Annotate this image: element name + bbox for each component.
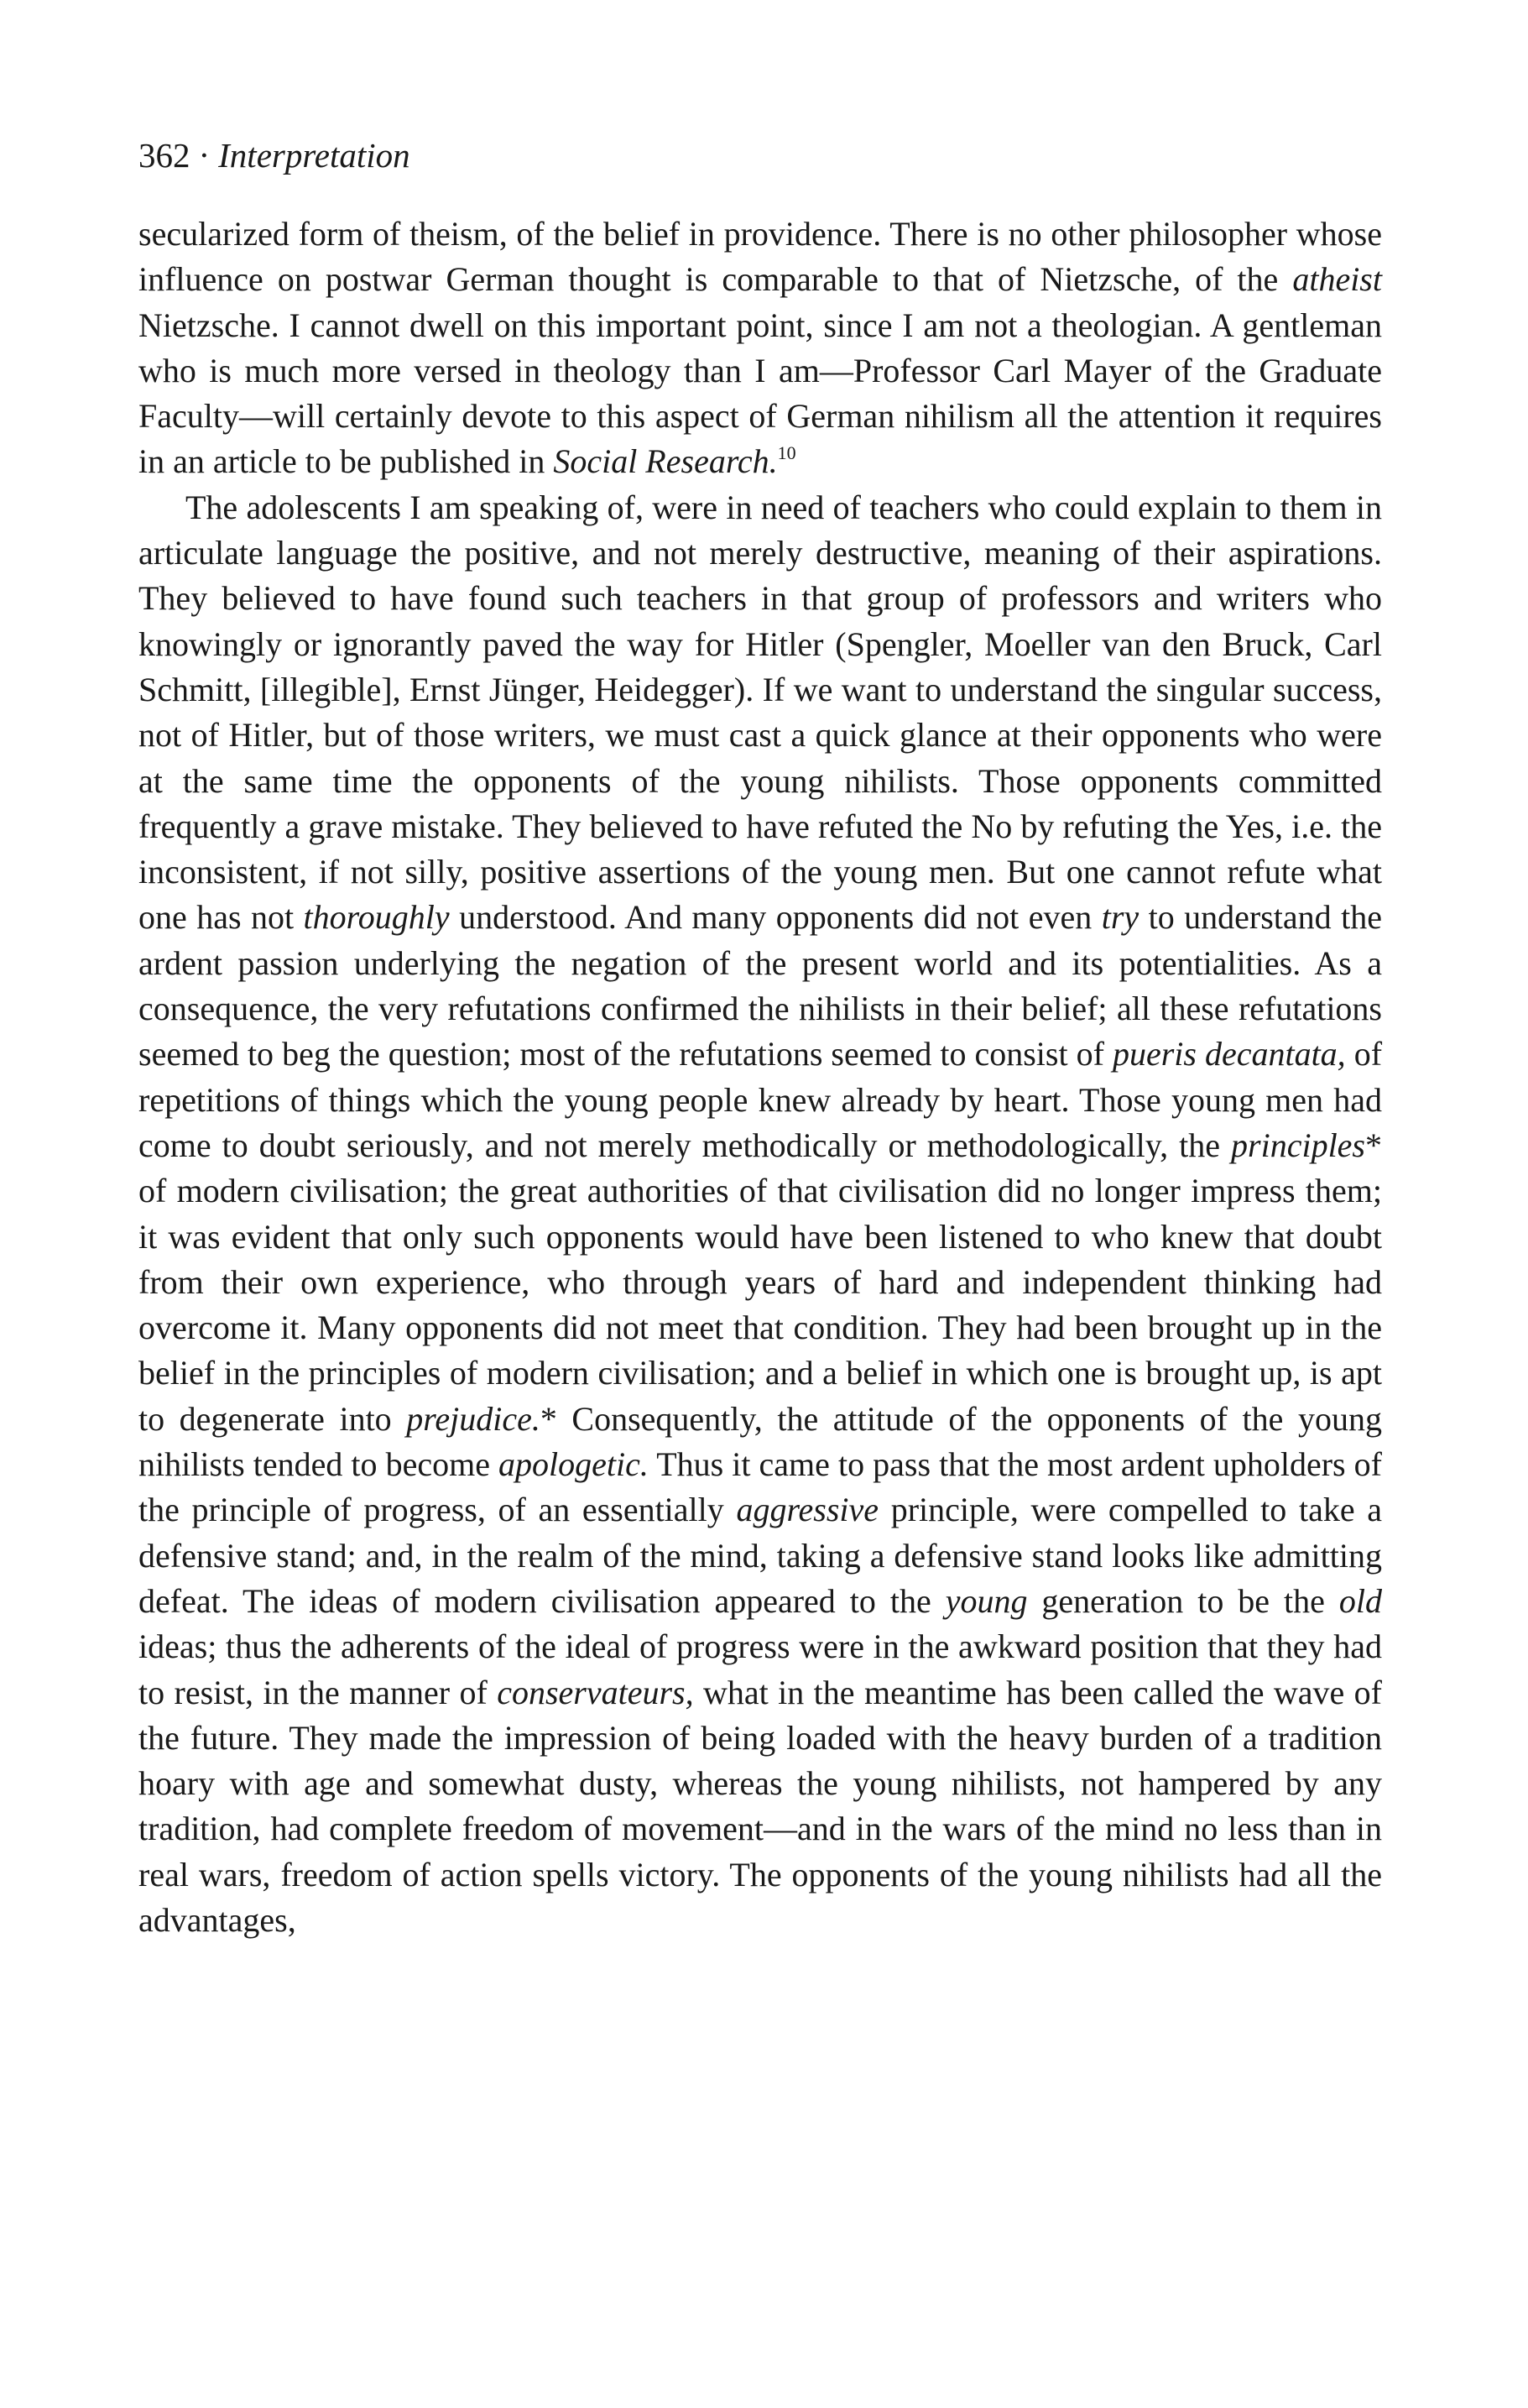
text-run: of repetitions of things which the young people knew already by heart. Those young men had come to doubt seriously, and not merely methodically or methodologically, the (138, 1035, 1383, 1164)
text-run: The adolescents I am speaking of, were in need of teachers who could explain to them in articulate language the positive, and not merely destructive, meaning of their aspirations. They believed to have found such teachers in that group of professors and writers who knowingly or ignorantly paved the way for Hitler (Spengler, Moeller van den Bruck, Carl Schmitt, [illegible], Ernst Jünger, Heidegger). If we want to understand the singular success, not of Hitler, but of those writers, we must cast a quick glance at their opponents who were at the same time the opponents of the young nihilists. Those opponents committed frequently a grave mistake. They believed to have refuted the No by refuting the Yes, i.e. the inconsistent, if not silly, positive assertions of the young men. But one cannot refute what one has not (138, 488, 1382, 937)
book-page (138, 134, 1382, 1943)
emphasized-text: try (1101, 898, 1139, 937)
paragraph (138, 212, 1382, 485)
emphasized-text: apologetic. (498, 1445, 649, 1484)
emphasized-text: thoroughly (303, 898, 450, 937)
emphasized-text: young (945, 1581, 1028, 1620)
emphasized-text: conservateurs, (497, 1673, 694, 1711)
text-run: * of modern civilisation; the great authorities of that civilisation did no longer impress them; it was evident that only such opponents would have been listened to who knew that doubt from their own experience, who through years of hard and independent thinking had overcome it. Many opponents did not meet that condition. They had been brought up in the belief in the principles of modern civilisation; and a belief in which one is brought up, is apt to degenerate into (138, 1126, 1382, 1438)
emphasized-text: Social Research. (553, 442, 778, 481)
header-separator: · (198, 136, 211, 175)
text-run: Thus it came to pass that the most ardent upholders of the principle of progress, of an essentially (138, 1445, 1382, 1529)
emphasized-text: aggressive (736, 1491, 879, 1529)
text-run: principle, were compelled to take a defensive stand; and, in the realm of the mind, taking a defensive stand looks like admitting defeat. The ideas of modern civilisation appeared to the (138, 1491, 1382, 1620)
paragraph (138, 485, 1382, 1944)
emphasized-text: old (1338, 1581, 1382, 1620)
running-header (138, 134, 1382, 176)
text-run: * Consequently, the attitude of the opponents of the young nihilists tended to become (138, 1399, 1382, 1484)
text-run: ideas; thus the adherents of the ideal of progress were in the awkward position that they had to resist, in the manner of (138, 1627, 1382, 1711)
text-run: Nietzsche. I cannot dwell on this important point, since I am not a theologian. A gentleman who is much more versed in theology than I am—Professor Carl Mayer of the Graduate Faculty—will certainly devote to this aspect of German nihilism all the attention it requires in an article to be published in (138, 306, 1382, 481)
section-title: Interpretation (218, 136, 410, 175)
emphasized-text: pueris decantata, (1112, 1035, 1346, 1073)
text-run: understood. And many opponents did not even (449, 898, 1102, 937)
text-run: to understand the ardent passion underlying the negation of the present world and its potentialities. As a consequence, the very refutations confirmed the nihilists in their belief; all these refutations seemed to beg the question; most of the refutations seemed to consist of (138, 898, 1382, 1073)
text-run: what in the meantime has been called the wave of the future. They made the impression of being loaded with the heavy burden of a tradition hoary with age and somewhat dusty, whereas the young nihilists, not hampered by any tradition, had complete freedom of movement—and in the wars of the mind no less than in real wars, freedom of action spells victory. The opponents of the young nihilists had all the advantages, (138, 1673, 1382, 1939)
body-text (138, 212, 1382, 1943)
footnote-marker: 10 (777, 442, 796, 464)
page-number: 362 (138, 136, 190, 175)
emphasized-text: atheist (1292, 260, 1382, 299)
emphasized-text: prejudice. (406, 1399, 540, 1438)
text-run: secularized form of theism, of the belief in providence. There is no other philosopher whose influence on postwar German thought is comparable to that of Nietzsche, of the (138, 215, 1382, 299)
text-run: generation to be the (1027, 1581, 1339, 1620)
emphasized-text: principles (1231, 1126, 1365, 1164)
